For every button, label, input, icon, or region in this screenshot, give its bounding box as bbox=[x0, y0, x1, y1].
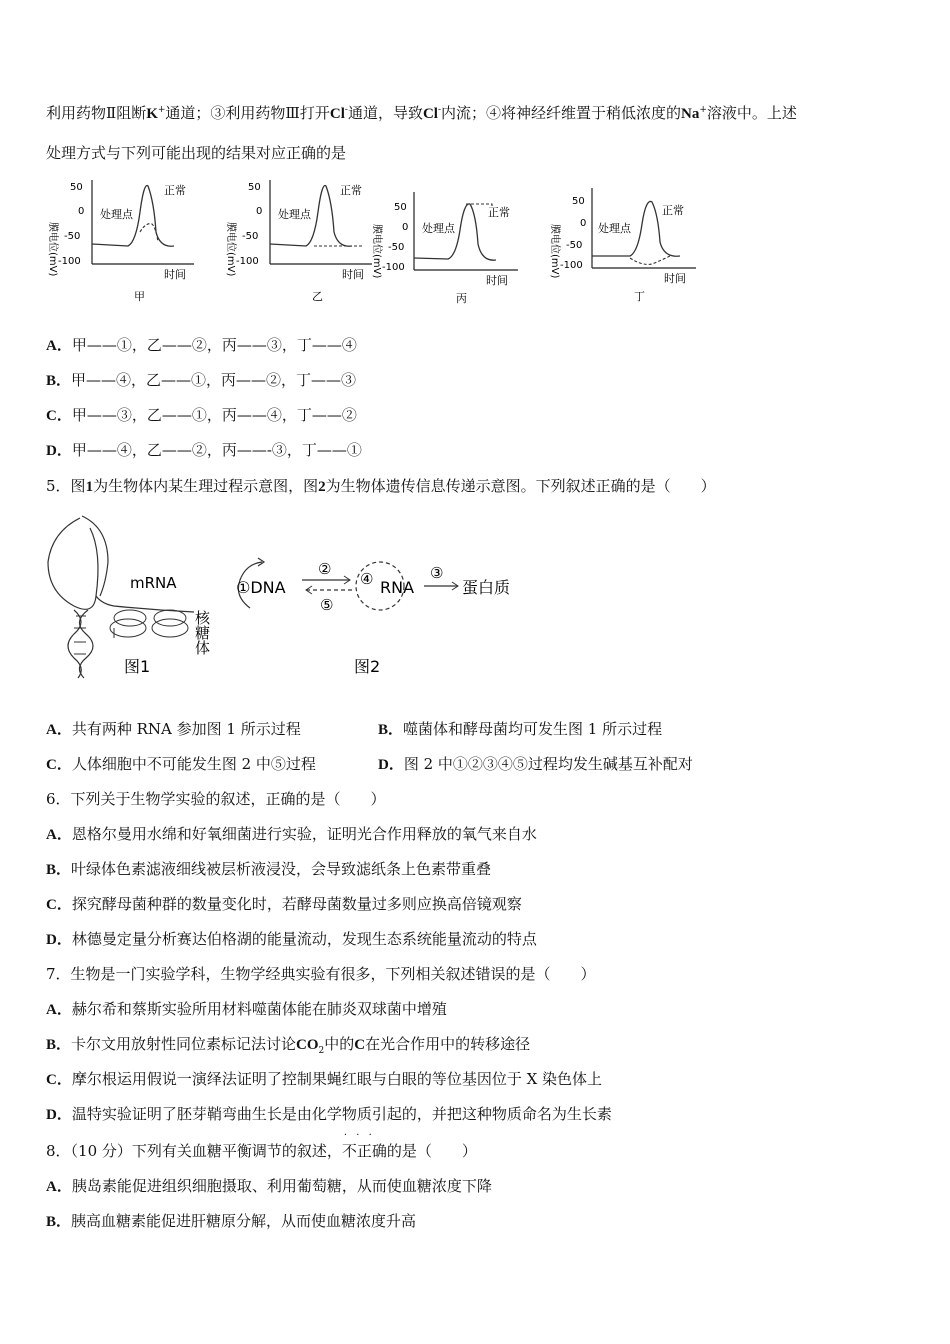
option-text: 探究酵母菌种群的数量变化时，若酵母菌数量过多则应换高倍镜观察 bbox=[71, 895, 522, 913]
fig1-caption: 图1 bbox=[124, 657, 151, 676]
q5-option-c[interactable] bbox=[46, 753, 316, 774]
graph-name: 丁 bbox=[634, 290, 645, 303]
graph-bing bbox=[368, 184, 528, 318]
ion-charge: - bbox=[437, 105, 441, 115]
q6-option-c[interactable] bbox=[46, 893, 522, 914]
graph-name: 丙 bbox=[456, 292, 467, 305]
q5-option-d[interactable] bbox=[378, 753, 693, 774]
fig2-step-2: ② bbox=[318, 560, 332, 578]
option-text: 胰岛素能促进组织细胞摄取、利用葡萄糖，从而使血糖浓度下降 bbox=[71, 1177, 492, 1195]
ion-charge: + bbox=[699, 105, 707, 115]
formula-subscript: 2 bbox=[318, 1046, 325, 1056]
option-text: 甲——③，乙——①，丙——④，丁——② bbox=[71, 406, 357, 424]
intro-text: 内流；④将神经纤维置于稍低浓度的 bbox=[441, 104, 682, 122]
option-letter: B． bbox=[378, 722, 404, 738]
tick-minus50: -50 bbox=[388, 242, 405, 253]
tick-0: 0 bbox=[78, 206, 85, 217]
graph-ylabel: 膜电位(mV) bbox=[549, 224, 560, 279]
option-text: 共有两种 RNA 参加图 1 所示过程 bbox=[71, 720, 301, 738]
formula-co2: CO bbox=[296, 1037, 319, 1053]
treat-label: 处理点 bbox=[100, 208, 133, 221]
q4-option-c[interactable] bbox=[46, 404, 357, 425]
normal-label: 正常 bbox=[340, 184, 362, 197]
option-text: 噬菌体和酵母菌均可发生图 1 所示过程 bbox=[403, 720, 663, 738]
tick-0: 0 bbox=[580, 218, 587, 229]
tick-0: 0 bbox=[402, 222, 409, 233]
tick-minus50: -50 bbox=[64, 231, 81, 242]
option-text: 摩尔根运用假说一演绎法证明了控制果蝇红眼与白眼的等位基因位于 X 染色体上 bbox=[71, 1070, 603, 1088]
graph-ylabel: 膜电位(mV) bbox=[371, 224, 382, 279]
option-text: 温特实验证明了胚芽鞘弯曲生长是由化学物质引起的，并把这种物质命名为生长素 bbox=[71, 1105, 612, 1123]
tick-50: 50 bbox=[248, 182, 261, 193]
q7-option-a[interactable] bbox=[46, 998, 447, 1019]
fig2-rna-label: RNA bbox=[380, 578, 415, 597]
q8-stem bbox=[46, 1140, 477, 1161]
stem-number: 1 bbox=[85, 479, 94, 495]
intro-line-1 bbox=[46, 102, 797, 123]
normal-label: 正常 bbox=[164, 184, 186, 197]
option-letter: B． bbox=[46, 1037, 72, 1053]
ion-charge: + bbox=[157, 105, 166, 115]
q6-option-b[interactable] bbox=[46, 858, 491, 879]
graph-ylabel: 膜电位(mV) bbox=[47, 222, 58, 277]
option-text: 甲——④，乙——②，丙——-③，丁——① bbox=[71, 441, 362, 459]
option-text: 叶绿体色素滤液细线被层析液浸没，会导致滤纸条上色素带重叠 bbox=[71, 860, 492, 878]
tick-minus100: -100 bbox=[382, 262, 405, 273]
q8-option-a[interactable] bbox=[46, 1175, 492, 1196]
tick-50: 50 bbox=[70, 182, 83, 193]
q7-option-d[interactable] bbox=[46, 1103, 612, 1124]
option-letter: D． bbox=[46, 1107, 72, 1123]
stem-text: 8．（10 分）下列有关血糖平衡调节的叙述， bbox=[46, 1142, 342, 1160]
q4-option-a[interactable] bbox=[46, 334, 357, 355]
option-text: 中的 bbox=[324, 1035, 355, 1053]
figure-1-translation bbox=[44, 512, 234, 684]
q5-stem bbox=[46, 475, 716, 496]
tick-minus100: -100 bbox=[58, 256, 81, 267]
q4-option-d[interactable] bbox=[46, 439, 362, 460]
option-text: 甲——①，乙——②，丙——③，丁——④ bbox=[71, 336, 357, 354]
intro-text: 通道，导致 bbox=[347, 104, 423, 122]
option-letter: C． bbox=[46, 897, 72, 913]
question-number: 5． bbox=[46, 477, 71, 495]
graph-yi bbox=[222, 172, 382, 311]
option-letter: C． bbox=[46, 757, 72, 773]
ion-k: K bbox=[146, 106, 158, 122]
option-letter: C． bbox=[46, 408, 72, 424]
q5-option-b[interactable] bbox=[378, 718, 662, 739]
option-text: 图 2 中①②③④⑤过程均发生碱基互补配对 bbox=[403, 755, 693, 773]
q7-option-c[interactable] bbox=[46, 1068, 602, 1089]
normal-label: 正常 bbox=[488, 206, 510, 219]
graph-jia bbox=[44, 172, 204, 311]
option-text: 在光合作用中的转移途径 bbox=[365, 1035, 531, 1053]
option-letter: A． bbox=[46, 827, 72, 843]
treat-label: 处理点 bbox=[598, 222, 631, 235]
stem-text: 图 bbox=[70, 477, 86, 495]
q7-stem: 7．生物是一门实验学科，生物学经典实验有很多，下列相关叙述错误的是（ ） bbox=[46, 965, 596, 983]
option-text: 林德曼定量分析赛达伯格湖的能量流动，发现生态系统能量流动的特点 bbox=[71, 930, 537, 948]
treat-label: 处理点 bbox=[422, 222, 455, 235]
tick-minus50: -50 bbox=[566, 240, 583, 251]
tick-50: 50 bbox=[572, 196, 585, 207]
option-letter: D． bbox=[46, 932, 72, 948]
q8-option-b[interactable] bbox=[46, 1210, 416, 1231]
q6-stem: 6．下列关于生物学实验的叙述，正确的是（ ） bbox=[46, 790, 386, 808]
fig2-step-5: ⑤ bbox=[320, 596, 334, 614]
option-letter: A． bbox=[46, 1179, 72, 1195]
fig1-ribosome-label: 核糖体 bbox=[193, 610, 211, 655]
option-letter: C． bbox=[46, 1072, 72, 1088]
option-letter: A． bbox=[46, 338, 72, 354]
intro-text: 利用药物Ⅱ阻断 bbox=[46, 104, 147, 122]
stem-text: 为生物体内某生理过程示意图，图 bbox=[93, 477, 319, 495]
stem-text: 为生物体遗传信息传递示意图。下列叙述正确的是（ ） bbox=[325, 477, 716, 495]
tick-50: 50 bbox=[394, 202, 407, 213]
ion-charge: - bbox=[344, 105, 348, 115]
tick-minus100: -100 bbox=[560, 260, 583, 271]
graph-name: 乙 bbox=[312, 290, 323, 303]
option-text: 赫尔希和蔡斯实验所用材料噬菌体能在肺炎双球菌中增殖 bbox=[71, 1000, 447, 1018]
fig2-protein-label: 蛋白质 bbox=[462, 578, 511, 597]
tick-minus50: -50 bbox=[242, 231, 259, 242]
fig2-step-3: ③ bbox=[430, 564, 444, 582]
stem-text: 的是（ ） bbox=[386, 1142, 477, 1160]
figure-2-central-dogma bbox=[230, 556, 530, 684]
option-letter: A． bbox=[46, 1002, 72, 1018]
option-text: 胰高血糖素能促进肝糖原分解，从而使血糖浓度升高 bbox=[71, 1212, 417, 1230]
graph-ding bbox=[546, 180, 706, 314]
ion-na: Na bbox=[681, 106, 700, 122]
q6-option-d[interactable] bbox=[46, 928, 537, 949]
graph-xlabel: 时间 bbox=[486, 274, 508, 287]
option-letter: B． bbox=[46, 373, 72, 389]
option-letter: A． bbox=[46, 722, 72, 738]
element-c: C bbox=[354, 1037, 366, 1053]
q4-option-b[interactable] bbox=[46, 369, 356, 390]
tick-0: 0 bbox=[256, 206, 263, 217]
option-letter: B． bbox=[46, 862, 72, 878]
intro-text: 溶液中。上述 bbox=[706, 104, 797, 122]
graph-xlabel: 时间 bbox=[664, 272, 686, 285]
graph-ylabel: 膜电位(mV) bbox=[225, 222, 236, 277]
graph-xlabel: 时间 bbox=[342, 268, 364, 281]
fig2-caption: 图2 bbox=[354, 657, 381, 676]
intro-text: 通道；③利用药物Ⅲ打开 bbox=[165, 104, 330, 122]
ion-cl: Cl bbox=[329, 106, 345, 122]
option-letter: D． bbox=[378, 757, 404, 773]
option-text: 甲——④，乙——①，丙——②，丁——③ bbox=[71, 371, 357, 389]
option-letter: B． bbox=[46, 1214, 72, 1230]
tick-minus100: -100 bbox=[236, 256, 259, 267]
graph-xlabel: 时间 bbox=[164, 268, 186, 281]
fig2-step-4: ④ bbox=[360, 570, 374, 588]
normal-label: 正常 bbox=[662, 204, 684, 217]
fig1-mrna-label: mRNA bbox=[130, 574, 177, 592]
graph-name: 甲 bbox=[134, 290, 145, 303]
option-text: 卡尔文用放射性同位素标记法讨论 bbox=[71, 1035, 297, 1053]
fig2-dna-label: ①DNA bbox=[236, 578, 286, 597]
q5-option-a[interactable] bbox=[46, 718, 301, 739]
ion-cl: Cl bbox=[422, 106, 438, 122]
intro-line-2: 处理方式与下列可能出现的结果对应正确的是 bbox=[46, 144, 347, 162]
stem-emphasis: · · · 不正确 bbox=[342, 1142, 387, 1160]
option-letter: D． bbox=[46, 443, 72, 459]
stem-number: 2 bbox=[318, 479, 326, 495]
q7-option-b[interactable] bbox=[46, 1033, 530, 1056]
q6-option-a[interactable] bbox=[46, 823, 537, 844]
option-text: 恩格尔曼用水绵和好氧细菌进行实验，证明光合作用释放的氧气来自水 bbox=[71, 825, 537, 843]
treat-label: 处理点 bbox=[278, 208, 311, 221]
option-text: 人体细胞中不可能发生图 2 中⑤过程 bbox=[71, 755, 316, 773]
